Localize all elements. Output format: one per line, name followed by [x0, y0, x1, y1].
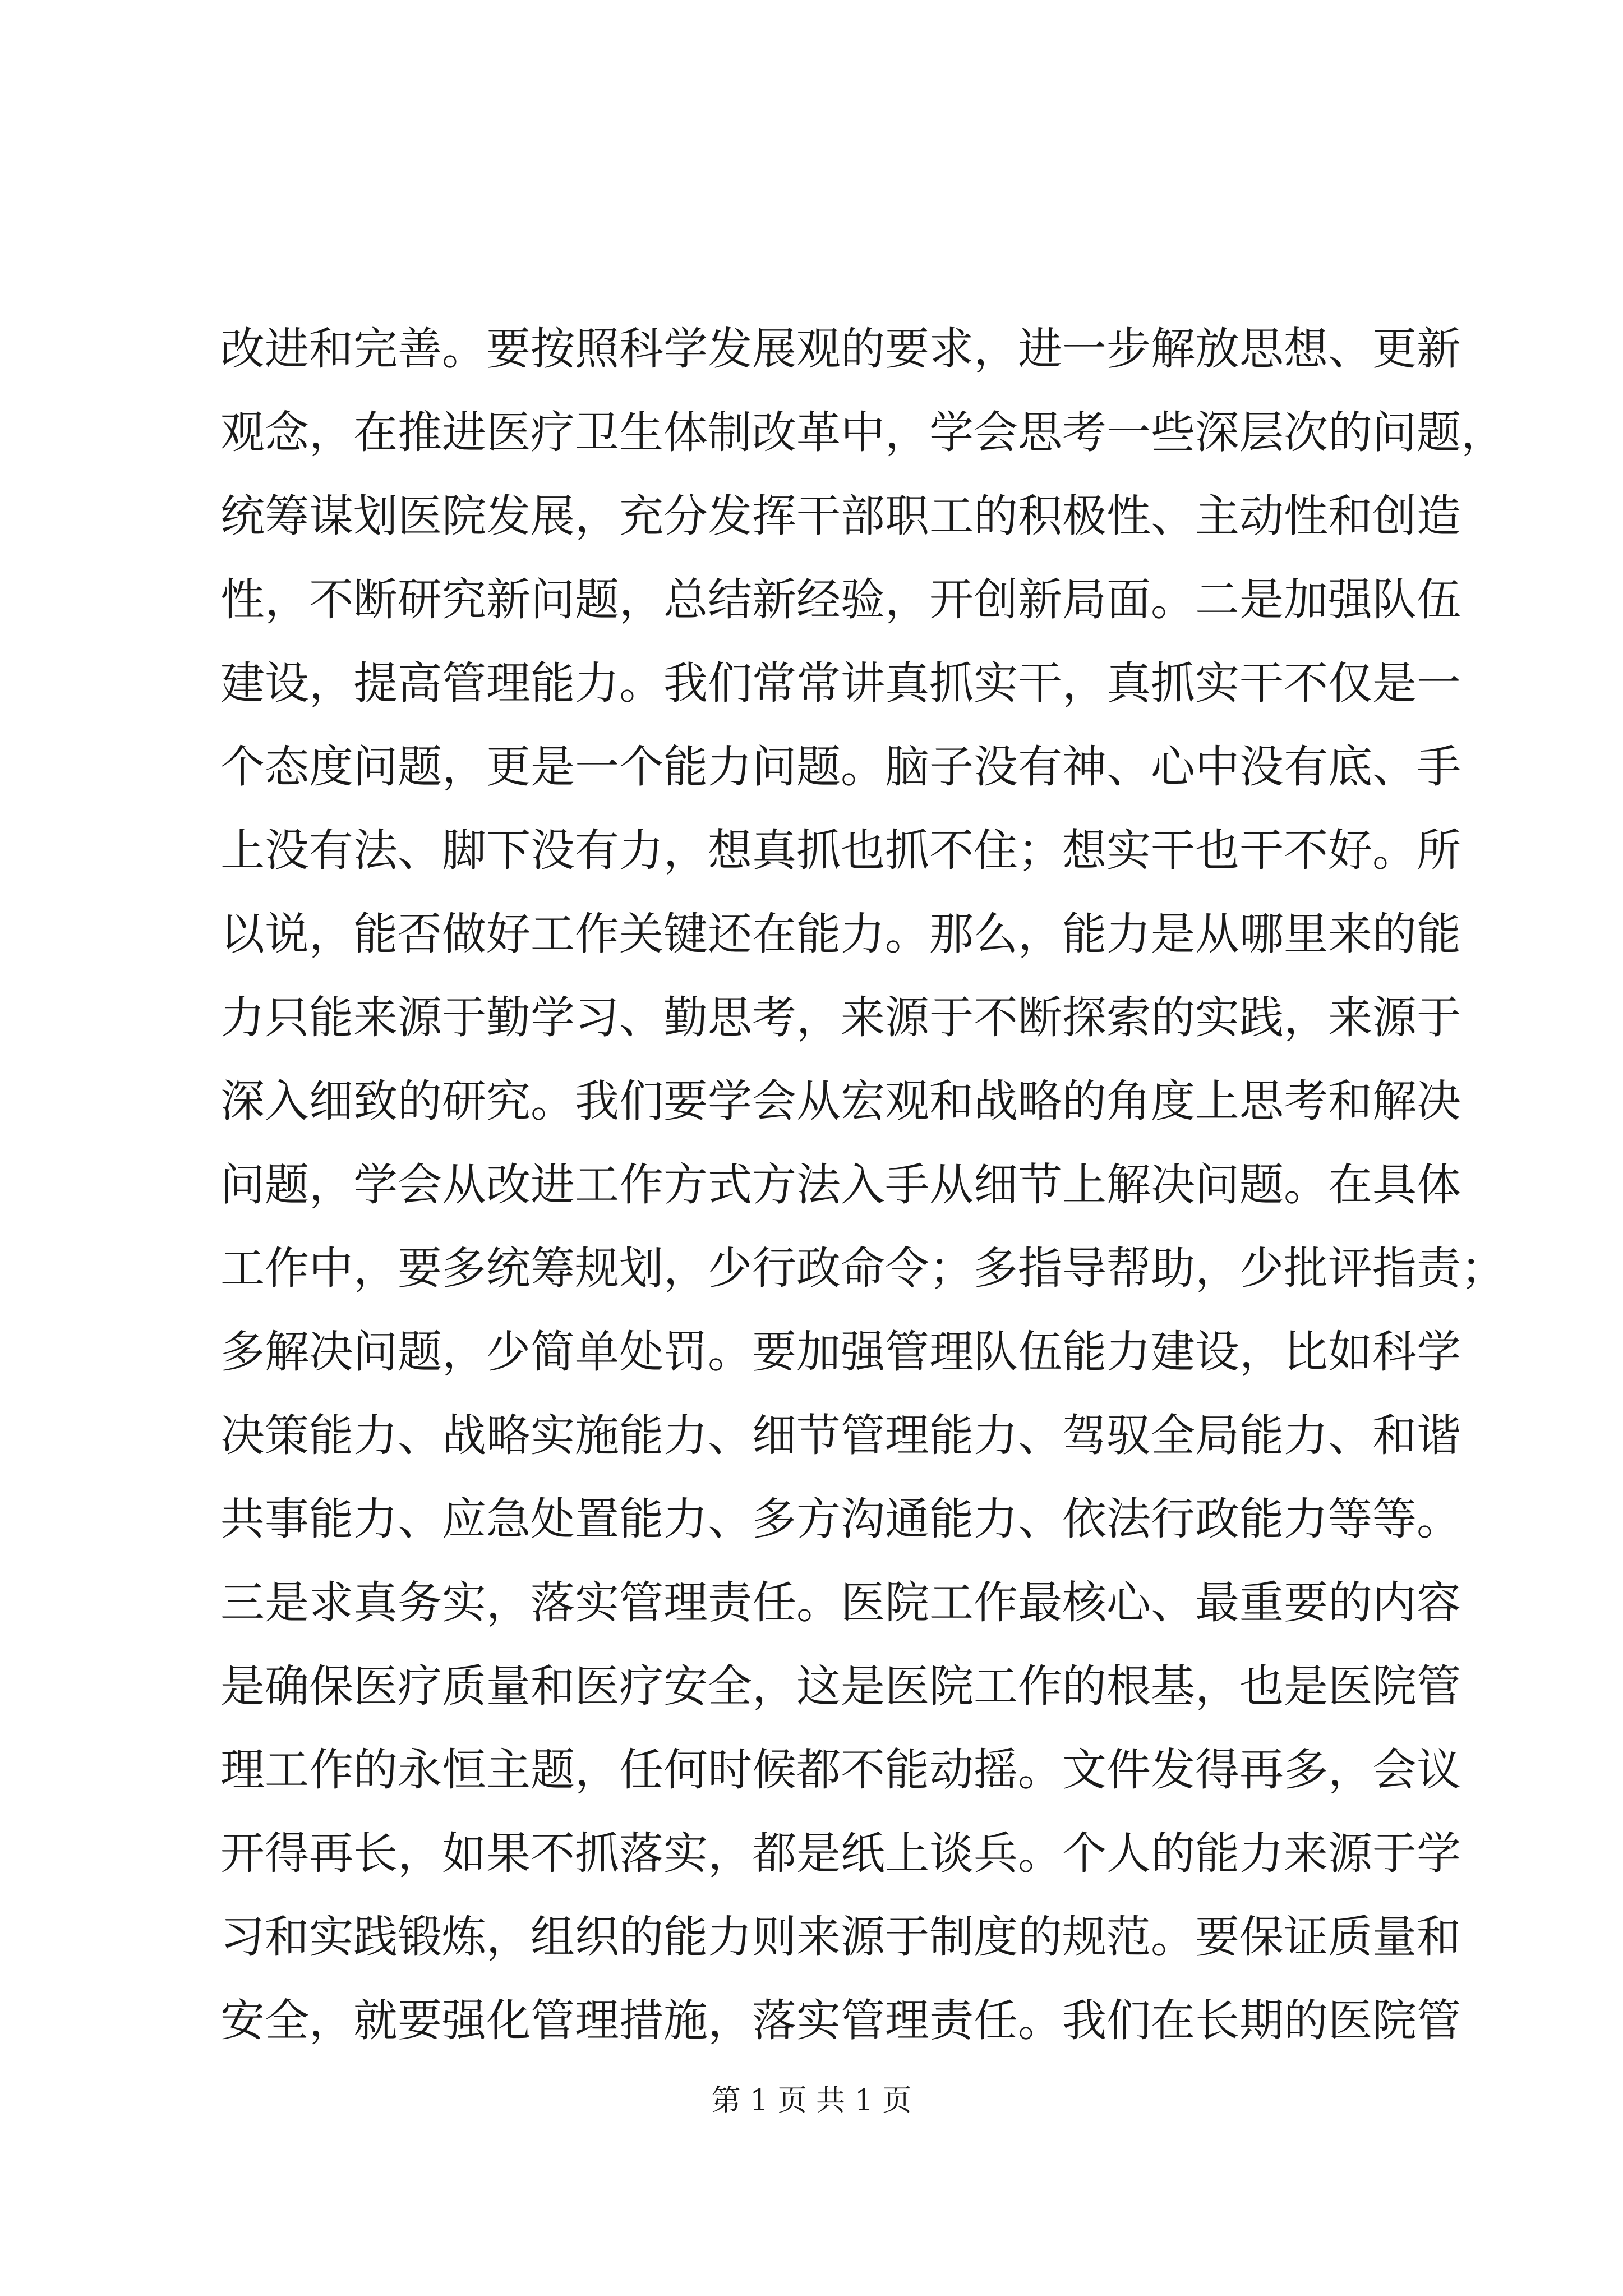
text-line: 统筹谋划医院发展，充分发挥干部职工的积极性、主动性和创造 [220, 490, 1461, 542]
text-line: 建设，提高管理能力。我们常常讲真抓实干，真抓实干不仅是一 [220, 657, 1461, 709]
text-line: 力只能来源于勤学习、勤思考，来源于不断探索的实践，来源于 [220, 992, 1461, 1043]
text-line: 性，不断研究新问题，总结新经验，开创新局面。二是加强队伍 [220, 574, 1461, 625]
text-line: 安全，就要强化管理措施，落实管理责任。我们在长期的医院管 [220, 1995, 1461, 2046]
text-line: 个态度问题，更是一个能力问题。脑子没有神、心中没有底、手 [220, 741, 1461, 793]
text-line: 决策能力、战略实施能力、细节管理能力、驾驭全局能力、和谐 [220, 1410, 1461, 1461]
text-line: 共事能力、应急处置能力、多方沟通能力、依法行政能力等等。 [220, 1493, 1461, 1545]
text-line: 问题，学会从改进工作方式方法入手从细节上解决问题。在具体 [220, 1159, 1461, 1211]
page-footer: 第 1 页 共 1 页 [711, 2084, 912, 2118]
text-line: 上没有法、脚下没有力，想真抓也抓不住；想实干也干不好。所 [220, 825, 1461, 876]
text-line: 理工作的永恒主题，任何时候都不能动摇。文件发得再多，会议 [220, 1744, 1461, 1796]
text-line: 多解决问题，少简单处罚。要加强管理队伍能力建设，比如科学 [220, 1326, 1461, 1378]
text-line: 是确保医疗质量和医疗安全，这是医院工作的根基，也是医院管 [220, 1660, 1461, 1712]
text-line: 习和实践锻炼，组织的能力则来源于制度的规范。要保证质量和 [220, 1911, 1461, 1963]
text-line: 三是求真务实，落实管理责任。医院工作最核心、最重要的内容 [220, 1577, 1461, 1628]
body-text [220, 307, 1505, 2063]
text-line: 改进和完善。要按照科学发展观的要求，进一步解放思想、更新 [220, 323, 1461, 375]
text-line: 开得再长，如果不抓落实，都是纸上谈兵。个人的能力来源于学 [220, 1828, 1461, 1879]
text-line: 观念，在推进医疗卫生体制改革中，学会思考一些深层次的问题， [220, 407, 1505, 458]
text-line: 以说，能否做好工作关键还在能力。那么，能力是从哪里来的能 [220, 908, 1461, 960]
text-line: 工作中，要多统筹规划，少行政命令；多指导帮助，少批评指责； [220, 1243, 1505, 1294]
text-line: 深入细致的研究。我们要学会从宏观和战略的角度上思考和解决 [220, 1075, 1461, 1127]
